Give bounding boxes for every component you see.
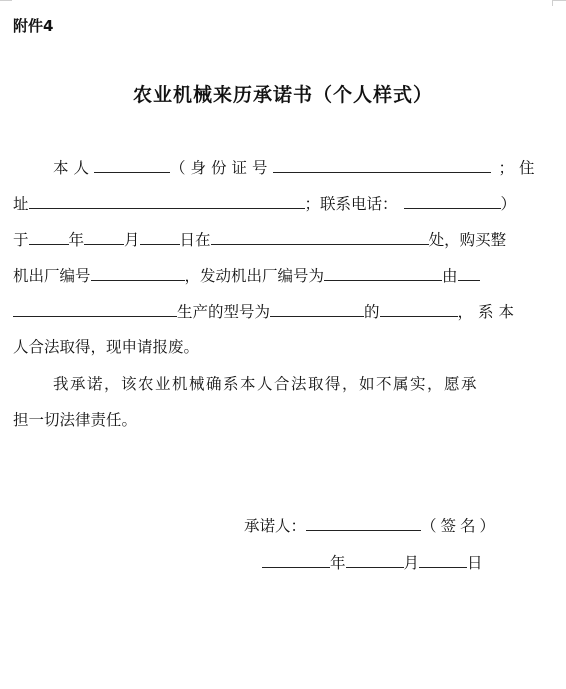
p2-line-2: 担一切法律责任。 <box>13 411 138 429</box>
p1-text-engine-no: ，发动机出厂编号为 <box>184 267 325 285</box>
signature-field[interactable] <box>306 513 421 531</box>
document-title: 农业机械来历承诺书（个人样式） <box>132 84 433 106</box>
p1-text-purchase: 处，购买整 <box>428 231 507 249</box>
p2-line-1: 我承诺，该农业机械确系本人合法取得，如不属实，愿承 <box>53 375 479 393</box>
id-number-field[interactable] <box>273 155 491 173</box>
sign-month-label: 月 <box>403 554 420 572</box>
purchase-place-field[interactable] <box>211 227 429 245</box>
p1-text-model: 生产的型号为 <box>177 303 271 321</box>
signature-note: （签名） <box>421 517 500 535</box>
p1-text-year: 年 <box>68 231 85 249</box>
page-corner-mark-right-vertical <box>552 0 553 6</box>
engine-factory-number-field[interactable] <box>324 263 442 281</box>
machine-factory-number-field[interactable] <box>91 263 185 281</box>
p1-text-idcard: （身份证号 <box>170 159 273 177</box>
purchase-year-field[interactable] <box>29 227 69 245</box>
purchase-month-field[interactable] <box>84 227 124 245</box>
p1-text-benren: 本人 <box>53 159 95 177</box>
p1-line-4 <box>13 263 480 286</box>
p1-text-zhi: 址 <box>13 195 29 213</box>
p1-text-factory-no: 机出厂编号 <box>13 267 91 285</box>
manufacturer-field[interactable] <box>13 299 177 317</box>
manufacturer-field-start[interactable] <box>458 263 480 281</box>
page-corner-mark-left <box>0 0 12 1</box>
sign-year-field[interactable] <box>262 550 330 568</box>
signature-line <box>244 513 499 536</box>
page-corner-mark-right <box>552 0 566 1</box>
p1-text-yu: 于 <box>13 231 29 249</box>
p1-text-month: 月 <box>124 231 140 249</box>
p1-text-de: 的 <box>364 303 380 321</box>
p1-text-day-at: 日在 <box>179 231 211 249</box>
p1-text-phone: ；联系电话： <box>304 195 398 213</box>
sign-year-label: 年 <box>330 554 346 572</box>
attachment-label: 附件4 <box>13 17 54 35</box>
sign-month-field[interactable] <box>346 550 404 568</box>
date-line <box>262 550 483 573</box>
promisor-label: 承诺人： <box>244 517 307 535</box>
sign-day-label: 日 <box>467 554 483 572</box>
p1-line-3 <box>13 227 506 250</box>
p1-line-5 <box>13 299 519 322</box>
phone-field[interactable] <box>404 191 501 209</box>
machine-type-field[interactable] <box>380 299 458 317</box>
p1-text-zhu: ；住 <box>498 159 540 177</box>
purchase-day-field[interactable] <box>140 227 180 245</box>
address-field[interactable] <box>29 191 305 209</box>
p1-line-2 <box>13 191 516 214</box>
p1-text-xiben: ，系本 <box>457 303 520 321</box>
p1-text-you: 由 <box>442 267 458 285</box>
sign-day-field[interactable] <box>419 550 467 568</box>
p1-text-close: ） <box>500 195 517 213</box>
p1-line-1 <box>53 155 540 178</box>
model-field[interactable] <box>270 299 364 317</box>
name-field[interactable] <box>94 155 170 173</box>
p1-line-6: 人合法取得，现申请报废。 <box>13 338 200 356</box>
